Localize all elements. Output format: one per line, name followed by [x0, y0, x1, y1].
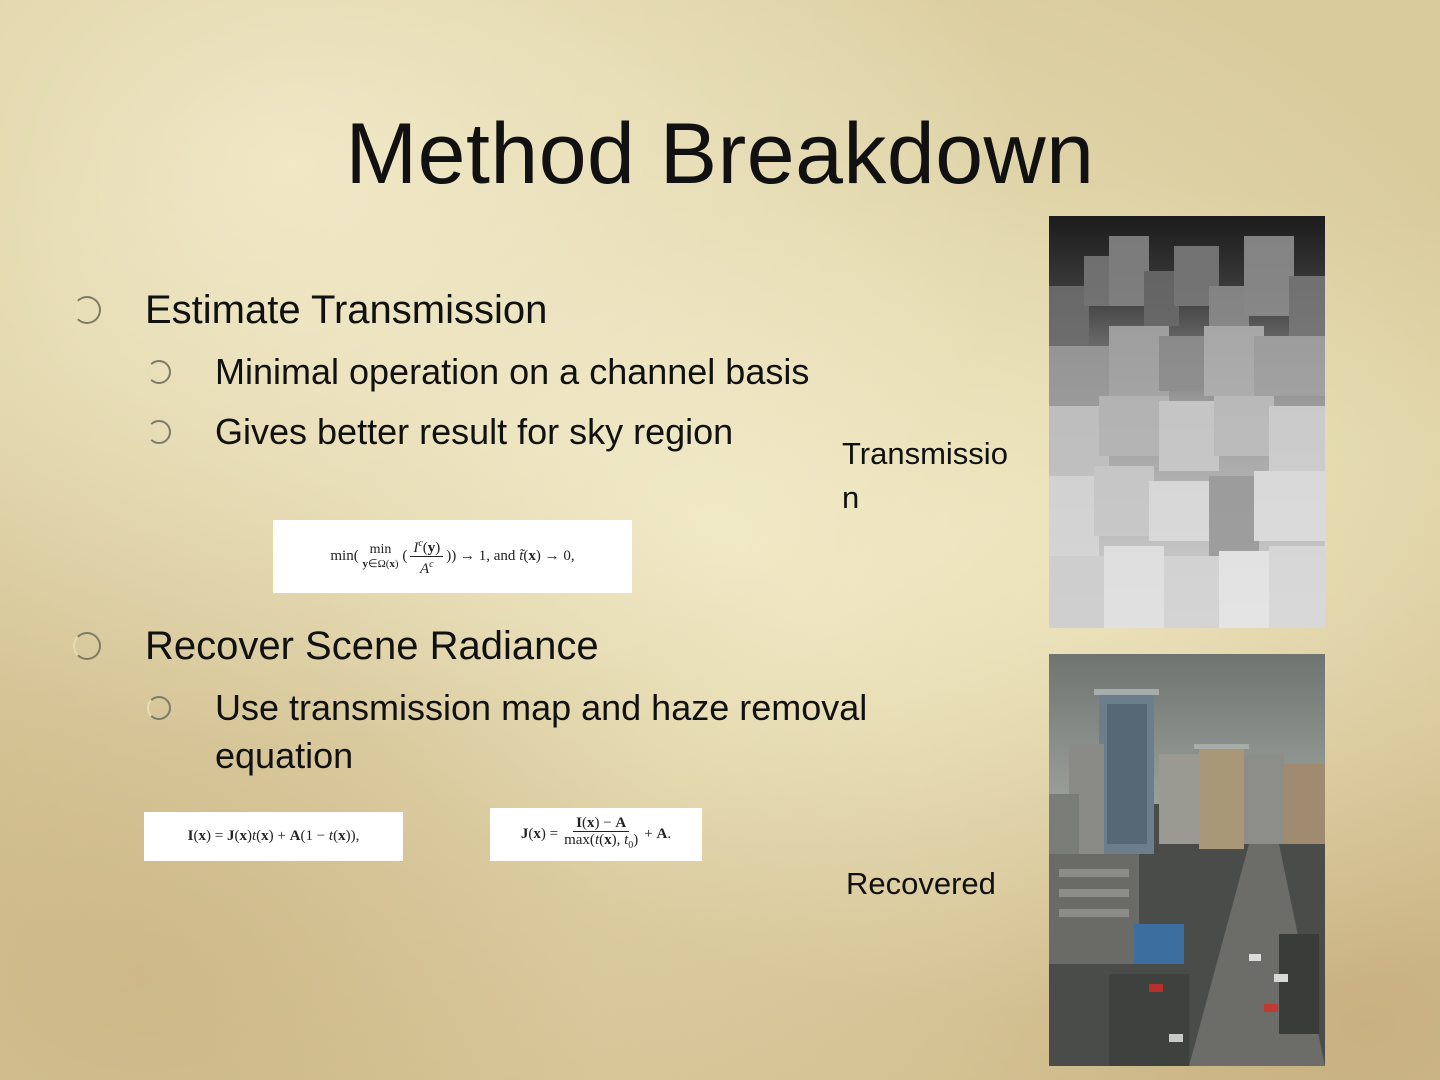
- bullet-ring-icon: [147, 360, 171, 384]
- sub-bullet-haze-removal: Use transmission map and haze removal equation: [215, 687, 868, 776]
- sub-bullet-minimal-operation: Minimal operation on a channel basis: [215, 351, 810, 392]
- caption-recovered: Recovered: [846, 866, 996, 901]
- caption-transmission: [842, 432, 1022, 520]
- bullet-ring-icon: [73, 296, 101, 324]
- transmission-map-graphic: [1049, 216, 1325, 628]
- bullet-ring-icon: [147, 420, 171, 444]
- sub-bullet-sky-region: Gives better result for sky region: [215, 411, 734, 452]
- bullet-ring-icon: [147, 696, 171, 720]
- bullet-recover-scene-radiance: Recover Scene Radiance: [145, 624, 599, 668]
- recovered-image: [1049, 654, 1325, 1066]
- bullet-estimate-transmission: Estimate Transmission: [145, 288, 548, 332]
- caption-transmission-text: Transmission: [842, 436, 1008, 515]
- equation-haze-model: I(x) = J(x)t(x) + A(1 − t(x)),: [144, 812, 403, 861]
- slide-title: Method Breakdown: [345, 106, 1095, 202]
- recovered-city-graphic: [1049, 654, 1325, 1066]
- equation-dark-channel: min( min y∈Ω(x) ( $\frac{I^c(y)}{A^c}$ )) → 1, and t̃(x) → 0,: [273, 520, 632, 593]
- transmission-map-image: [1049, 216, 1325, 628]
- equation-scene-radiance: J(x) = $\frac{I(x) - A}{\max(t(x), t_0)}$ + A.: [490, 808, 702, 861]
- bullet-ring-icon: [73, 632, 101, 660]
